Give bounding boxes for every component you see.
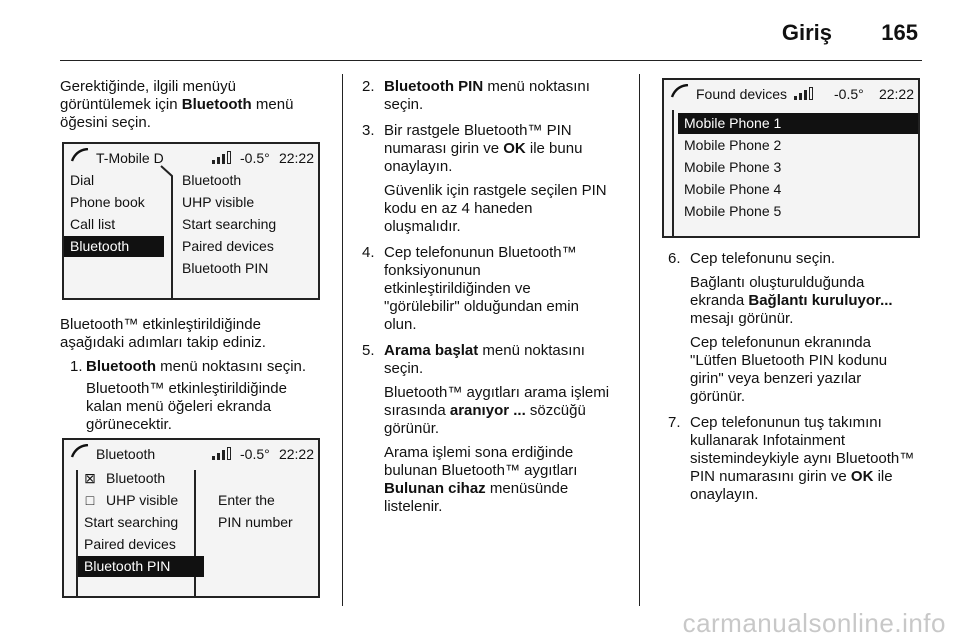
step-number: 6. (668, 250, 681, 267)
note-line: bulunan Bluetooth™ aygıtları (384, 462, 578, 479)
menu-label: Bluetooth (106, 470, 166, 486)
note-line: görünür. (690, 388, 746, 405)
step-5-note-2 (384, 444, 630, 516)
note-line: kalan menü öğeleri ekranda (86, 398, 272, 415)
bold-term: Bluetooth (181, 96, 252, 113)
header-rule (60, 60, 922, 61)
step-text (690, 468, 928, 486)
step-5-note (384, 384, 630, 438)
note-line: Cep telefonunun ekranında (690, 334, 871, 351)
device-item[interactable]: Mobile Phone 3 (684, 159, 782, 175)
device-item[interactable]: Mobile Phone 2 (684, 137, 782, 153)
column-1 (60, 78, 330, 132)
note-line: girin" veya benzeri yazılar (690, 370, 862, 387)
step-text: sistemindeykiyle aynı Bluetooth™ (690, 450, 915, 467)
menu-item-bluetooth-toggle[interactable] (78, 468, 165, 489)
step-text: seçin. (384, 96, 424, 113)
step-4 (362, 244, 630, 334)
phone-handset-icon (670, 84, 690, 98)
intro-line: öğesini seçin. (60, 114, 151, 131)
phone-handset-icon (70, 444, 90, 458)
text: numarası girin ve (384, 140, 504, 157)
step-3 (362, 122, 630, 236)
text: sözcüğü (525, 402, 586, 419)
step-5 (362, 342, 630, 516)
header-title: Giriş (781, 20, 832, 45)
step-text: Cep telefonunun tuş takımını (690, 414, 882, 431)
menu-item-start-searching[interactable]: Start searching (84, 514, 179, 530)
screen-status-bar (64, 440, 318, 468)
step-text: Cep telefonunu seçin. (690, 250, 836, 267)
screen-found-devices (662, 78, 920, 238)
bold-term: OK (850, 468, 874, 485)
bold-term: Bulunan cihaz (384, 480, 486, 497)
step-7 (668, 414, 928, 504)
signal-strength-icon (794, 86, 816, 100)
note-line: listelenir. (384, 498, 443, 515)
list-bracket (672, 110, 674, 236)
menu-bracket-right (194, 470, 196, 596)
step-text: Cep telefonunun Bluetooth™ (384, 244, 577, 261)
step-text: etkinleştirildiğinden ve (384, 280, 531, 297)
checkbox-unchecked-icon[interactable]: □ (85, 492, 95, 508)
device-item[interactable]: Mobile Phone 5 (684, 203, 782, 219)
menu-item-uhp-visible[interactable] (78, 490, 178, 511)
screen-title: T-Mobile D (96, 150, 164, 166)
submenu-item-start-searching[interactable]: Start searching (182, 216, 277, 232)
column-divider (639, 74, 640, 606)
bold-term: aranıyor ... (449, 402, 526, 419)
intro-line (60, 96, 330, 114)
screen-bluetooth-menu (62, 438, 320, 598)
text: menü noktasını (478, 342, 585, 359)
step-6 (668, 250, 928, 406)
screen-status-bar (664, 80, 918, 108)
temperature: -0.5° (240, 150, 270, 166)
step-6-note-2 (690, 334, 928, 406)
column-3 (668, 250, 928, 504)
pin-prompt-line-1: Enter the (218, 492, 275, 508)
step-number: 7. (668, 414, 681, 431)
note-line (384, 402, 630, 420)
watermark: carmanualsonline.info (682, 608, 946, 638)
note-line: oluşmalıdır. (384, 218, 461, 235)
menu-item-call-list[interactable]: Call list (70, 216, 116, 232)
temperature: -0.5° (240, 446, 270, 462)
step-text: "görülebilir" olduğundan emin (384, 298, 579, 315)
bold-term: Bağlantı kuruluyor... (748, 292, 893, 309)
menu-label: UHP visible (106, 492, 179, 508)
step-text (384, 140, 630, 158)
note-line: mesajı görünür. (690, 310, 794, 327)
step-number: 2. (362, 78, 375, 95)
step-text: kullanarak Infotainment (690, 432, 846, 449)
note-line: "Lütfen Bluetooth PIN kodunu (690, 352, 888, 369)
para-line: Bluetooth™ etkinleştirildiğinde (60, 316, 261, 333)
menu-item-dial[interactable]: Dial (70, 172, 95, 188)
screen-status-bar (64, 144, 318, 172)
signal-strength-icon (212, 150, 234, 164)
step-number: 3. (362, 122, 375, 139)
step-text (384, 78, 630, 96)
column-divider (342, 74, 343, 606)
step-text: onaylayın. (690, 486, 759, 503)
step-number: 4. (362, 244, 375, 261)
signal-strength-icon (212, 446, 234, 460)
step-text (86, 358, 330, 376)
note-line: kodu en az 4 haneden (384, 200, 533, 217)
menu-item-phone-book[interactable]: Phone book (70, 194, 145, 210)
intro-line: Gerektiğinde, ilgili menüyü (60, 78, 236, 95)
step-1 (60, 358, 330, 376)
submenu-item-uhp-visible[interactable]: UHP visible (182, 194, 255, 210)
submenu-item-bluetooth[interactable]: Bluetooth (182, 172, 242, 188)
screen-main-menu (62, 142, 320, 300)
note-line (690, 292, 928, 310)
device-item-selected[interactable]: Mobile Phone 1 (678, 113, 918, 134)
step-number: 5. (362, 342, 375, 359)
clock: 22:22 (878, 86, 914, 102)
submenu-item-bluetooth-pin[interactable]: Bluetooth PIN (182, 260, 269, 276)
step-text: olun. (384, 316, 417, 333)
step-text: Bir rastgele Bluetooth™ PIN (384, 122, 572, 139)
clock: 22:22 (278, 150, 314, 166)
clock: 22:22 (278, 446, 314, 462)
note-line: Bluetooth™ aygıtları arama işlemi (384, 384, 610, 401)
note-line: Bağlantı oluşturulduğunda (690, 274, 865, 291)
step-text (384, 342, 630, 360)
note-line: Güvenlik için rastgele seçilen PIN (384, 182, 607, 199)
bold-term: Arama başlat (384, 342, 479, 359)
menu-item-bluetooth-selected[interactable]: Bluetooth (64, 236, 164, 257)
note-line: görünecektir. (86, 416, 172, 433)
text: menüsünde (485, 480, 569, 497)
step-text: seçin. (384, 360, 424, 377)
text: ekranda (690, 292, 749, 309)
text: görüntülemek için (60, 96, 182, 113)
text: menü (251, 96, 294, 113)
menu-item-paired-devices[interactable]: Paired devices (84, 536, 176, 552)
submenu-item-paired-devices[interactable]: Paired devices (182, 238, 274, 254)
screen-title: Bluetooth (96, 446, 156, 462)
screen-title: Found devices (696, 86, 788, 102)
step-text: fonksiyonunun (384, 262, 481, 279)
text: PIN numarasını girin ve (690, 468, 851, 485)
step-2 (362, 78, 630, 114)
pin-prompt-line-2: PIN number (218, 514, 293, 530)
temperature: -0.5° (834, 86, 864, 102)
column-2 (362, 78, 630, 516)
note-line (384, 480, 630, 498)
phone-handset-icon (70, 148, 90, 162)
bold-term: Bluetooth (86, 358, 156, 375)
checkbox-checked-icon[interactable]: ⊠ (84, 470, 96, 486)
text: menü noktasını seçin. (155, 358, 307, 375)
page-number: 165 (881, 20, 918, 45)
device-item[interactable]: Mobile Phone 4 (684, 181, 782, 197)
step-3-note (384, 182, 630, 236)
page-header (60, 14, 922, 54)
step-number: 1. (70, 358, 83, 375)
para-line: aşağıdaki adımları takip ediniz. (60, 334, 266, 351)
step-1-note (60, 380, 330, 434)
menu-item-bluetooth-pin-selected[interactable]: Bluetooth PIN (78, 556, 204, 577)
text: sırasında (384, 402, 450, 419)
text: menü noktasını (483, 78, 590, 95)
text: ile bunu (525, 140, 583, 157)
bold-term: Bluetooth PIN (384, 78, 484, 95)
note-line: Arama işlemi sona erdiğinde (384, 444, 574, 461)
column-1-lower (60, 316, 330, 434)
step-text: onaylayın. (384, 158, 453, 175)
text: ile (873, 468, 893, 485)
note-line: Bluetooth™ etkinleştirildiğinde (86, 380, 287, 397)
bold-term: OK (503, 140, 526, 157)
note-line: görünür. (384, 420, 440, 437)
submenu-bracket (160, 164, 176, 300)
step-6-note (690, 274, 928, 328)
